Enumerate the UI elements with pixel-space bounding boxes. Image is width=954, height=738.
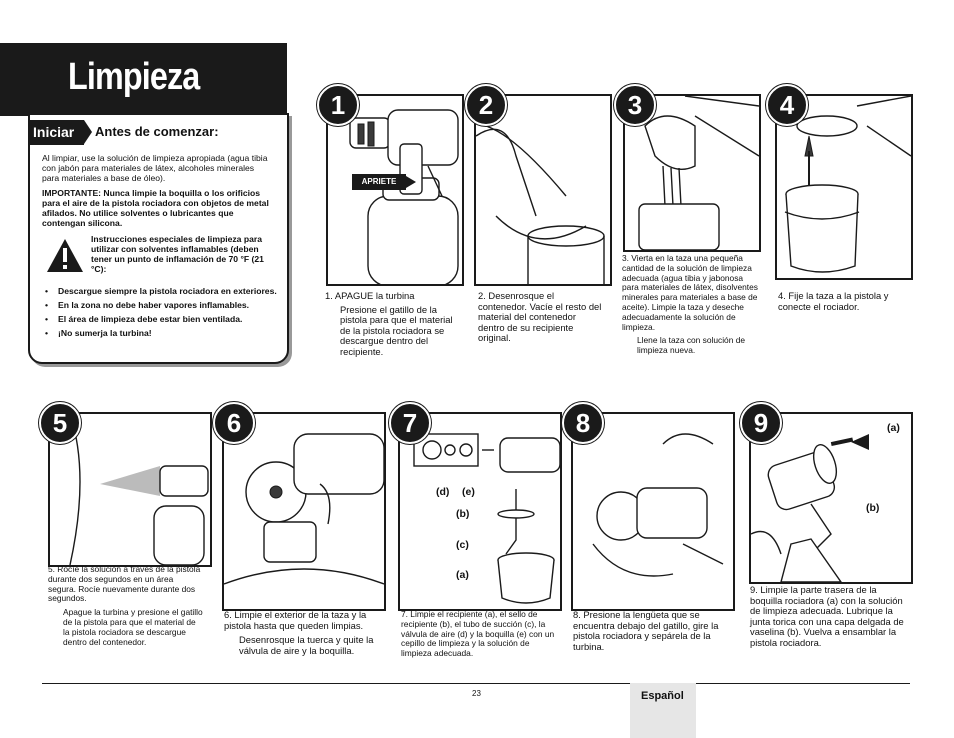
caption-line: 8. Presione la lengüeta que se encuentra debajo del gatillo, gire la pistola rociadora y sepárela de la turbina.: [573, 609, 719, 652]
page-title: Limpieza: [68, 56, 200, 98]
footer-divider: [42, 683, 910, 684]
caption-line: Desenrosque la tuerca y quite la válvula de aire y la boquilla.: [239, 634, 374, 656]
sidebar-special: Instrucciones especiales de limpieza para utilizar con solventes inflamables (deben tener un punto de inflamación de 70 °F (21 °C):: [91, 234, 264, 274]
step-3-badge: 3: [614, 84, 656, 126]
part-label-b: (b): [866, 502, 880, 514]
clean-parts-illustration: [400, 414, 560, 609]
step-4-caption: [778, 291, 910, 312]
step-8-caption: [573, 610, 733, 652]
part-label-a: (a): [456, 569, 469, 581]
caption-line: 7. Limpie el recipiente (a), el sello de recipiente (b), el tubo de succión (c), la válvula de aire (d) y la boquilla (e) con un cepillo de limpieza y la solución de limpieza adecuada.: [401, 609, 555, 659]
step-9-badge: 9: [740, 402, 782, 444]
step-8-badge: 8: [562, 402, 604, 444]
iniciar-arrow: [84, 120, 92, 144]
caption-line: 4. Fije la taza a la pistola y conecte el rociador.: [778, 290, 889, 312]
step-7-caption: [401, 610, 556, 659]
part-label-d: (d): [436, 486, 450, 498]
sidebar-bullets: [42, 286, 282, 342]
step-1-badge: 1: [317, 84, 359, 126]
step-3-caption: [622, 254, 762, 356]
step-6-badge: 6: [213, 402, 255, 444]
step-4-badge: 4: [766, 84, 808, 126]
separate-gun-illustration: [573, 414, 733, 609]
unscrew-container-illustration: [476, 96, 610, 284]
apriete-label: APRIETE: [352, 174, 406, 190]
clean-nozzle-illustration: [751, 414, 911, 582]
step-7-panel: [398, 412, 562, 611]
step-7-badge: 7: [389, 402, 431, 444]
caption-line: 2. Desenrosque el contenedor. Vacíe el resto del material del contenedor dentro de su recipiente original.: [478, 290, 602, 344]
step-6-caption: [224, 610, 384, 656]
step-5-badge: 5: [39, 402, 81, 444]
bullet-item: • En la zona no debe haber vapores inflamables.: [42, 300, 282, 310]
page-number: 23: [472, 689, 481, 698]
caption-line: 9. Limpie la parte trasera de la boquilla rociadora (a) con la solución de limpieza adecuada. Lubrique la junta torica con una capa delgada de vaselina (b). Vuelva a ensamblar la pistola rociadora.: [750, 584, 904, 648]
step-6-panel: [222, 412, 386, 611]
bullet-item: • Descargue siempre la pistola rociadora en exteriores.: [42, 286, 282, 296]
step-9-caption: [750, 585, 910, 649]
language-label: Español: [641, 690, 684, 702]
step-2-badge: 2: [465, 84, 507, 126]
step-2-caption: [478, 291, 603, 344]
sidebar-important: IMPORTANTE: Nunca limpie la boquilla o los orificios para el aire de la pistola rociadora con objetos de metal afilados. No utilice solventes o lubricantes que contengan silicona.: [42, 188, 269, 228]
step-1-caption: [325, 291, 465, 358]
step-5-caption: [48, 565, 203, 647]
spray-gun-trigger-illustration: [328, 96, 462, 284]
apriete-arrow-icon: [406, 176, 416, 188]
bullet-item: • El área de limpieza debe estar bien ventilada.: [42, 314, 282, 324]
wipe-gun-illustration: [224, 414, 384, 609]
caption-line: Presione el gatillo de la pistola para que el material de la pistola rociadora se descargue dentro del recipiente.: [340, 303, 453, 357]
part-label-e: (e): [462, 486, 475, 498]
caption-line: 3. Vierta en la taza una pequeña cantidad de la solución de limpieza adecuada (agua tibia y jabonosa para materiales de látex, disolventes minerales para materiales a base de aceite). Limpie la taza y deseche adecuadamente la solución de limpieza.: [622, 253, 758, 332]
warning-icon: [45, 237, 85, 275]
sidebar-heading: Antes de comenzar:: [95, 124, 219, 139]
caption-line: 6. Limpie el exterior de la taza y la pistola hasta que queden limpias.: [224, 609, 367, 631]
iniciar-tab: Iniciar: [29, 120, 84, 145]
caption-line: Apague la turbina y presione el gatillo de la pistola para que el material de la pistola rociadora se descargue dentro del contenedor.: [63, 607, 203, 647]
bullet-item: • ¡No sumerja la turbina!: [42, 328, 282, 338]
sidebar-intro: Al limpiar, use la solución de limpieza apropiada (agua tibia con jabón para materiales de látex, alcoholes minerales para materiales a base de óleo).: [42, 153, 268, 183]
part-label-a: (a): [887, 422, 900, 434]
part-label-c: (c): [456, 539, 469, 551]
part-label-b: (b): [456, 508, 470, 520]
caption-line: 5. Rocíe la solución a través de la pistola durante dos segundos en un área segura. Rocíe nuevamente durante dos segundos.: [48, 564, 201, 604]
step-8-panel: [571, 412, 735, 611]
caption-line: 1. APAGUE la turbina: [325, 290, 415, 301]
caption-line: Llene la taza con solución de limpieza nueva.: [637, 335, 746, 356]
